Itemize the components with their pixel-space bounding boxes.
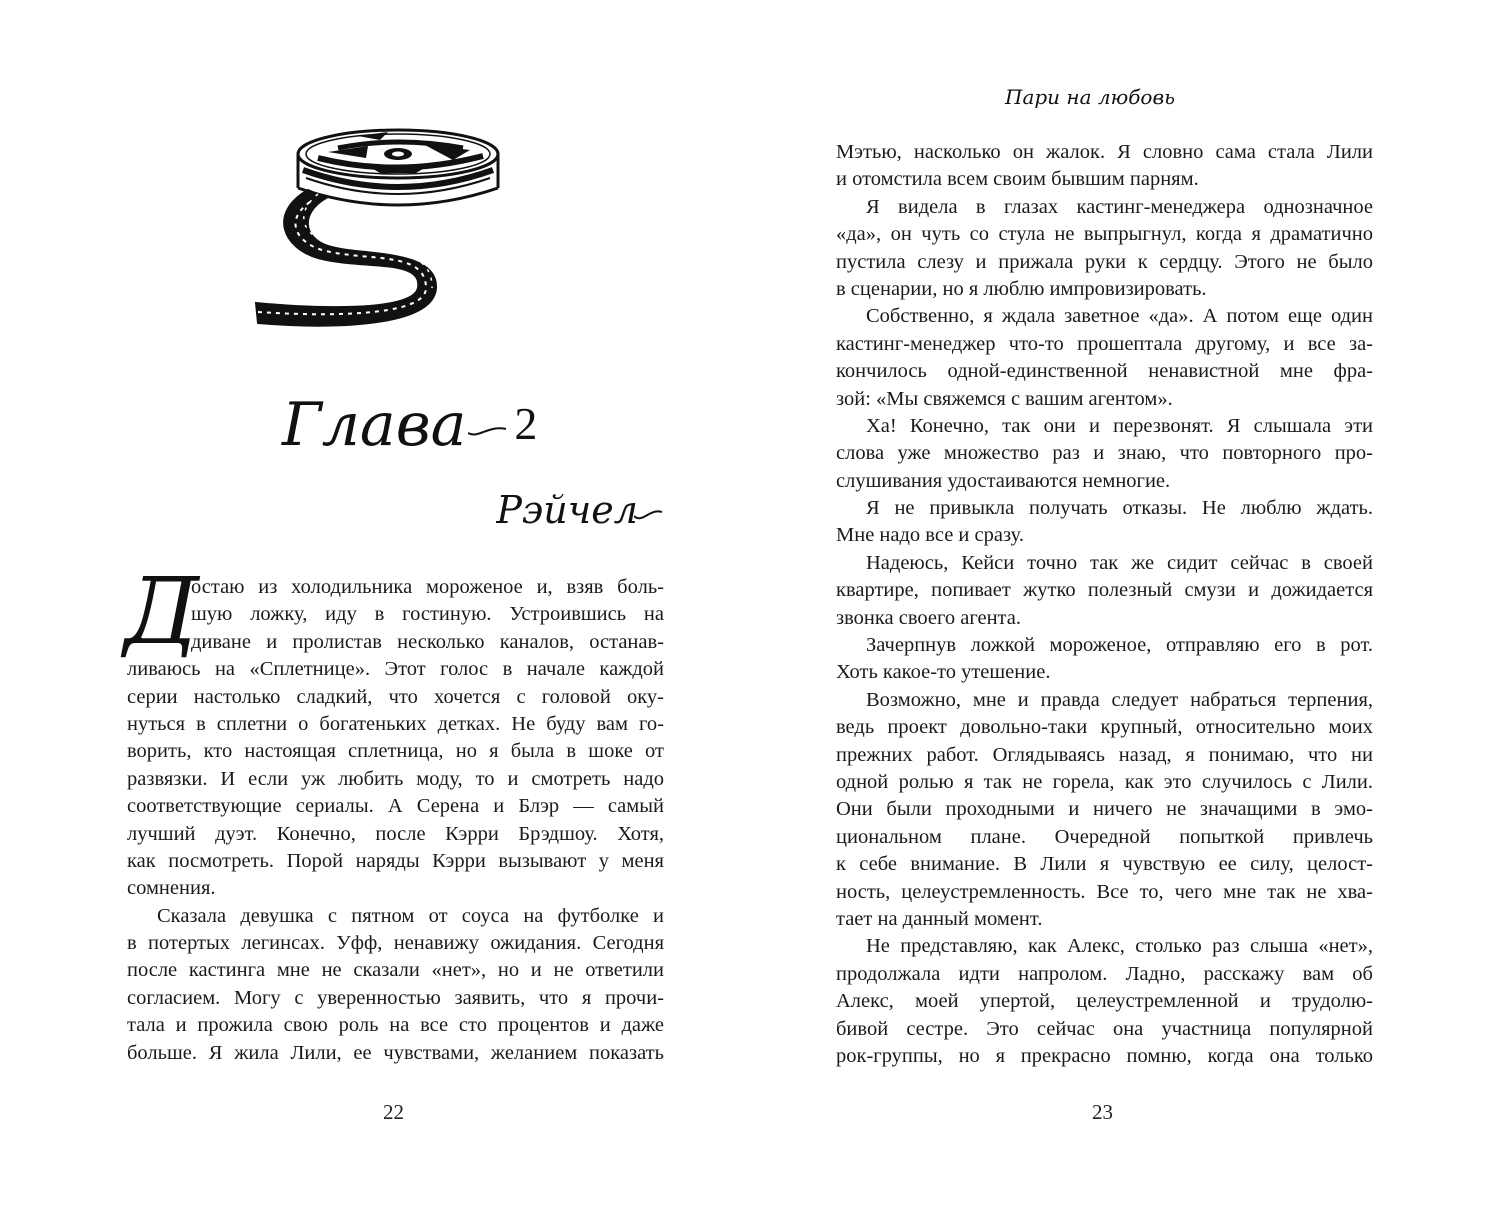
text-line: Мне надо все и сразу.	[836, 524, 1024, 547]
text-line: Собственно, я ждала заветное «да». А потом еще один	[866, 305, 1373, 328]
page-number-left: 22	[383, 1100, 404, 1124]
text-line: лучший дуэт. Конечно, после Кэрри Брэдшоу. Хотя,	[127, 822, 664, 845]
text-line: соответствующие сериалы. А Серена и Блэр — самый	[127, 795, 664, 818]
text-line: шую ложку, иду в гостиную. Устроившись на	[191, 603, 664, 626]
text-line: развязки. И если уж любить моду, то и смотреть надо	[127, 767, 664, 790]
text-line: Ха! Конечно, так они и перезвонят. Я слышала эти	[866, 414, 1373, 437]
text-line: сомнения.	[127, 877, 216, 900]
text-line: остаю из холодильника мороженое и, взяв боль-	[191, 576, 664, 598]
text-line: звонка своего агента.	[836, 606, 1021, 629]
text-line: бивой сестре. Это сейчас она участница популярной	[836, 1017, 1373, 1040]
film-reel-illustration	[248, 118, 508, 333]
chapter-heading	[282, 390, 538, 460]
text-line: ведь проект довольно-таки крупный, относительно моих	[836, 716, 1373, 739]
text-line: ливаюсь на «Сплетнице». Этот голос в начале каждой	[127, 658, 664, 681]
text-line: Сказала девушка с пятном от соуса на футболке и	[157, 904, 664, 927]
text-line: квартире, попивает жутко полезный смузи и дожидается	[836, 579, 1373, 602]
text-line: Хоть какое-то утешение.	[836, 661, 1051, 684]
text-line: в сценарии, но я люблю импровизировать.	[836, 277, 1207, 300]
right-page	[750, 0, 1500, 1213]
chapter-number: 2	[514, 398, 538, 449]
text-line: и отомстила всем своим бывшим парням.	[836, 168, 1199, 191]
right-body-text	[836, 139, 1373, 1070]
chapter-word: Глава	[282, 390, 467, 460]
text-line: Они были проходными и ничего не значащими в эмо-	[836, 798, 1373, 821]
text-line: ность, целеустремленность. Все то, чего мне так не хва-	[836, 880, 1373, 903]
left-body-text	[127, 574, 664, 1067]
text-line: Я не привыкла получать отказы. Не люблю ждать.	[866, 497, 1373, 520]
text-line: больше. Я жила Лили, ее чувствами, желанием показать	[127, 1041, 664, 1064]
text-line: Зачерпнув ложкой мороженое, отправляю его в рот.	[866, 634, 1373, 657]
text-line: «да», он чуть со стула не выпрыгнул, когда я драматично	[836, 223, 1373, 246]
name-swash-ornament	[634, 504, 662, 524]
text-line: тает на данный момент.	[836, 907, 1043, 930]
text-line: Надеюсь, Кейси точно так же сидит сейчас в своей	[866, 551, 1373, 574]
text-line: Возможно, мне и правда следует набраться терпения,	[866, 688, 1373, 711]
character-name-heading	[496, 488, 662, 532]
text-line: одной ролью я так не горела, как это случилось с Лили.	[836, 770, 1373, 793]
text-line: циональном плане. Очередной попыткой привлечь	[836, 825, 1373, 848]
text-line: ворить, кто настоящая сплетница, но я была в шоке от	[127, 740, 664, 763]
text-line: продолжала идти напролом. Ладно, расскажу вам об	[836, 962, 1373, 985]
text-line: Не представляю, как Алекс, столько раз слыша «нет»,	[866, 935, 1373, 958]
page-number-right: 23	[1092, 1100, 1113, 1124]
text-line: Я видела в глазах кастинг-менеджера однозначное	[866, 195, 1373, 218]
text-line: тала и прожила свою роль на все сто процентов и даже	[127, 1014, 664, 1037]
character-name: Рэйчел	[496, 488, 638, 532]
text-line: Мэтью, насколько он жалок. Я словно сама стала Лили	[836, 141, 1373, 163]
text-line: слушивания удостаиваются немногие.	[836, 469, 1171, 492]
text-line: нуться в сплетни о богатеньких детках. Не буду вам го-	[127, 712, 664, 735]
title-swash-ornament	[468, 419, 508, 439]
drop-cap-letter: Д	[124, 558, 199, 665]
text-line: как посмотреть. Порой наряды Кэрри вызывают у меня	[127, 849, 664, 872]
text-line: зой: «Мы свяжемся с вашим агентом».	[836, 387, 1173, 410]
text-line: прежних работ. Оглядываясь назад, я понимаю, что ни	[836, 743, 1373, 766]
text-line: пустила слезу и прижала руки к сердцу. Этого не было	[836, 250, 1373, 273]
text-line: кончилось одной-единственной ненавистной мне фра-	[836, 360, 1373, 383]
text-line: рок-группы, но я прекрасно помню, когда она только	[836, 1044, 1373, 1067]
text-line: к себе внимание. В Лили я чувствую ее силу, целост-	[836, 853, 1373, 876]
text-line: диване и пролистав несколько каналов, останав-	[191, 630, 664, 653]
text-line: согласием. Могу с уверенностью заявить, что я прочи-	[127, 986, 664, 1009]
text-line: Алекс, моей упертой, целеустремленной и трудолю-	[836, 990, 1373, 1013]
text-line: слова уже множество раз и знаю, что повторного про-	[836, 442, 1373, 465]
text-line: в потертых легинсах. Уфф, ненавижу ожидания. Сегодня	[127, 932, 664, 955]
text-line: серии настолько сладкий, что хочется с головой оку-	[127, 685, 664, 708]
text-line: после кастинга мне не сказали «нет», но и не ответили	[127, 959, 664, 982]
running-header: Пари на любовь	[1005, 85, 1175, 109]
text-line: кастинг-менеджер что-то прошептала другому, и все за-	[836, 332, 1373, 355]
